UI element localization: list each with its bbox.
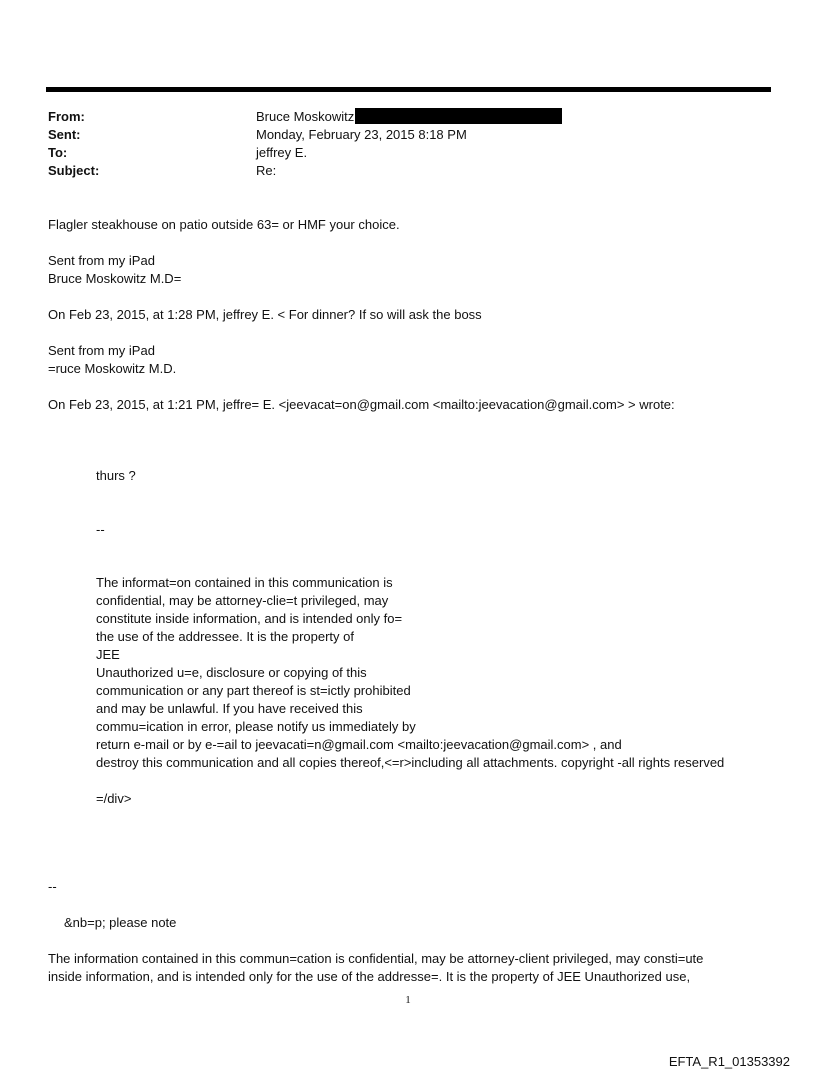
header-rule: [46, 87, 771, 92]
quote-header: On Feb 23, 2015, at 1:28 PM, jeffrey E. < For dinner? If so will ask the boss: [48, 307, 482, 322]
disclaimer-line: destroy this communication and all copies thereof,<=r>including all attachments. copyright -all rights reserved: [96, 755, 725, 770]
final-disclaimer-line: inside information, and is intended only for the use of the addresse=. It is the property of JEE Unauthorized use,: [48, 969, 691, 984]
html-artifact: =/div>: [96, 791, 132, 806]
body-line: Flagler steakhouse on patio outside 63= or HMF your choice.: [48, 217, 400, 232]
from-label: From:: [48, 109, 85, 124]
separator-dashes: --: [48, 879, 57, 894]
document-id: EFTA_R1_01353392: [668, 1054, 790, 1069]
signature-line: Sent from my iPad: [48, 343, 155, 358]
to-value: jeffrey E.: [256, 145, 308, 160]
disclaimer-line: commu=ication in error, please notify us immediately by: [96, 719, 416, 734]
signature-line: Sent from my iPad: [48, 253, 155, 268]
subject-value: Re:: [256, 163, 277, 178]
final-disclaimer-line: The information contained in this commun=cation is confidential, may be attorney-client privileged, may consti=ute: [48, 951, 704, 966]
sent-value: Monday, February 23, 2015 8:18 PM: [256, 127, 467, 142]
page-number: 1: [405, 994, 411, 1006]
redaction-bar: [355, 108, 562, 124]
disclaimer-line: constitute inside information, and is intended only fo=: [96, 611, 403, 626]
to-label: To:: [48, 145, 68, 160]
signature-line: =ruce Moskowitz M.D.: [48, 361, 177, 376]
separator-dashes: --: [96, 522, 105, 537]
disclaimer-line: JEE: [96, 647, 120, 662]
please-note: &nb=p; please note: [64, 915, 177, 930]
quote-header: On Feb 23, 2015, at 1:21 PM, jeffre= E. <jeevacat=on@gmail.com <mailto:jeevacation@gmail.com> > wrote:: [48, 397, 675, 412]
subject-label: Subject:: [48, 163, 100, 178]
disclaimer-line: Unauthorized u=e, disclosure or copying of this: [96, 665, 367, 680]
quoted-line: thurs ?: [96, 468, 136, 483]
disclaimer-line: confidential, may be attorney-clie=t privileged, may: [96, 593, 389, 608]
disclaimer-line: communication or any part thereof is st=ictly prohibited: [96, 683, 411, 698]
disclaimer-line: return e-mail or by e-=ail to jeevacati=n@gmail.com <mailto:jeevacation@gmail.com> , and: [96, 737, 622, 752]
disclaimer-line: the use of the addressee. It is the property of: [96, 629, 354, 644]
disclaimer-line: and may be unlawful. If you have received this: [96, 701, 363, 716]
disclaimer-line: The informat=on contained in this communication is: [96, 575, 393, 590]
signature-line: Bruce Moskowitz M.D=: [48, 271, 182, 286]
from-value: Bruce Moskowitz: [256, 108, 562, 126]
sent-label: Sent:: [48, 127, 81, 142]
